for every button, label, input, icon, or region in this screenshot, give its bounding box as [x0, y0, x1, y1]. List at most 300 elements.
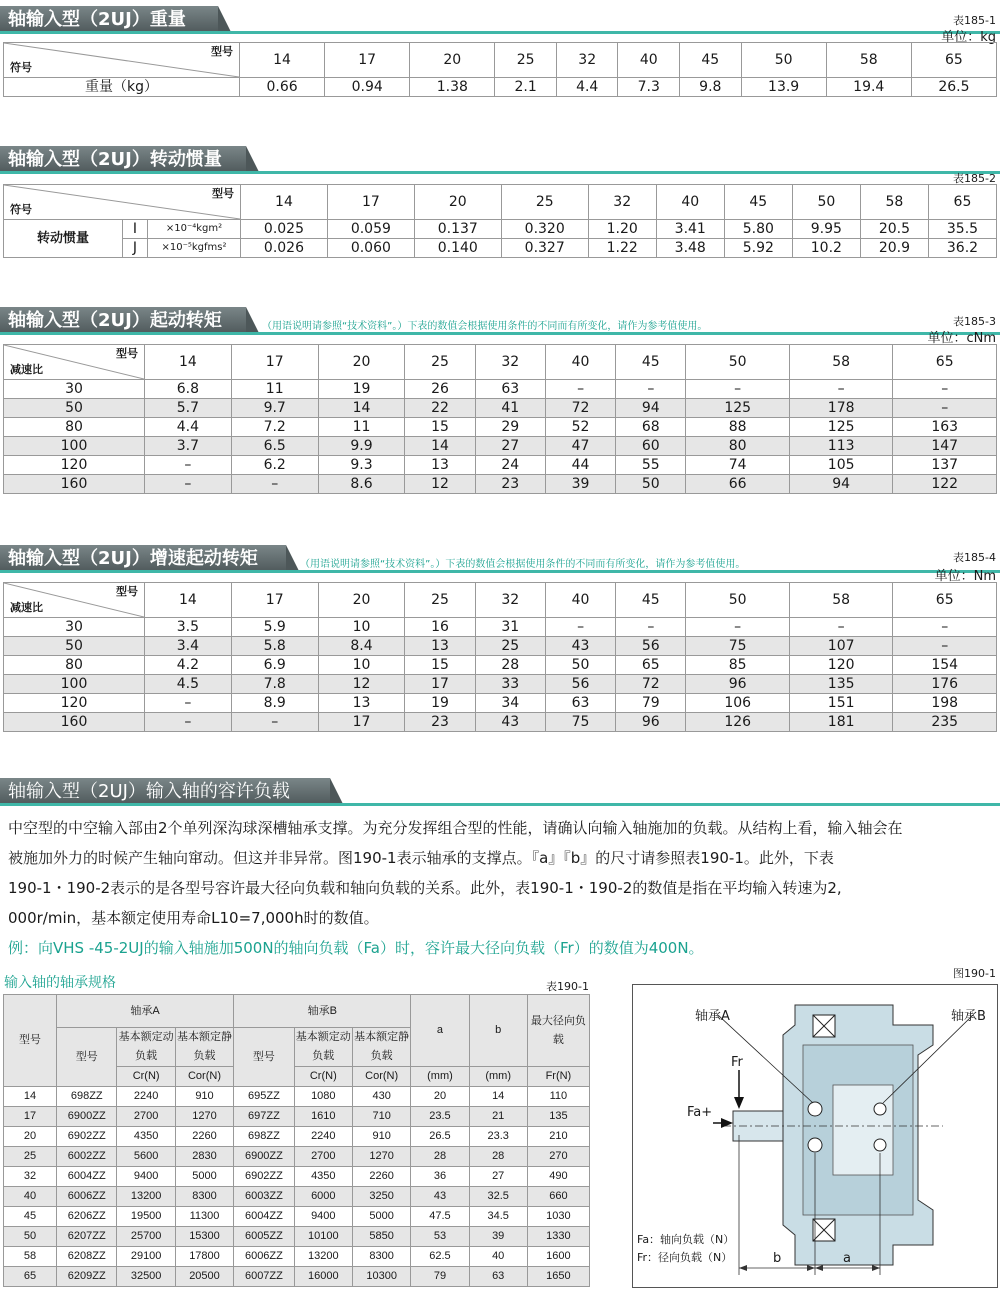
table-cell: 74 [686, 456, 789, 475]
unit-cor: Cor(N) [175, 1067, 233, 1087]
model-header: 32 [588, 185, 656, 220]
table-cell: 39 [469, 1227, 527, 1247]
table-cell: 105 [789, 456, 892, 475]
table-cell: 94 [616, 399, 686, 418]
table-row [4, 399, 997, 418]
unit-cr: Cr(N) [117, 1067, 175, 1087]
ratio-cell: 120 [4, 694, 145, 713]
table-row [4, 637, 997, 656]
header-row [4, 345, 997, 380]
table-cell: 5000 [175, 1167, 233, 1187]
model-header: 58 [789, 345, 892, 380]
table-row [4, 1267, 590, 1287]
table-cell: 23 [475, 475, 545, 494]
table-cell: 8.9 [231, 694, 318, 713]
table-cell: 6004ZZ [57, 1167, 117, 1187]
label-bearing-b: 轴承B [951, 1009, 986, 1024]
table-cell: 13 [405, 637, 475, 656]
weight-section [0, 6, 1000, 45]
table-cell: 0.059 [327, 220, 414, 239]
col-a-cor: 基本额定静负载 [175, 1028, 233, 1067]
table-cell: 12 [318, 675, 405, 694]
table-cell: 910 [352, 1127, 410, 1147]
model-header: 14 [240, 43, 325, 78]
model-header: 58 [826, 43, 911, 78]
model-header: 50 [686, 583, 789, 618]
legend-fr: Fr：径向负载（N） [637, 1251, 733, 1264]
table-cell: 68 [616, 418, 686, 437]
table-cell: 6000 [294, 1187, 352, 1207]
inertia-section [0, 146, 1000, 185]
table-cell: 26.5 [911, 78, 996, 97]
table-cell: – [231, 713, 318, 732]
table-cell: 36.2 [928, 239, 996, 258]
table-cell: 53 [411, 1227, 469, 1247]
table-cell: 1270 [175, 1107, 233, 1127]
table-row [4, 1087, 590, 1107]
table-cell: 14 [4, 1087, 57, 1107]
table-cell: 6900ZZ [57, 1107, 117, 1127]
model-header: 25 [501, 185, 588, 220]
table-row [4, 1187, 590, 1207]
table-cell: 660 [527, 1187, 589, 1207]
table-cell: 178 [789, 399, 892, 418]
table-cell: 5.7 [145, 399, 232, 418]
table-cell: 36 [411, 1167, 469, 1187]
model-header: 50 [792, 185, 860, 220]
overdrive-table [3, 582, 997, 732]
model-header: 40 [545, 583, 615, 618]
section-note: （用语说明请参照“技术资料”。）下表的数值会根据使用条件的不同而有所变化，请作为参考值使用。 [300, 559, 746, 570]
table-cell: 21 [469, 1107, 527, 1127]
model-header: 17 [231, 345, 318, 380]
ratio-cell: 50 [4, 399, 145, 418]
table-cell: 65 [4, 1267, 57, 1287]
table-cell: 698ZZ [57, 1087, 117, 1107]
table-cell: 6004ZZ [234, 1207, 294, 1227]
table-row [4, 694, 997, 713]
table-cell: 4350 [294, 1167, 352, 1187]
table-cell: 66 [686, 475, 789, 494]
table-cell: 2240 [117, 1087, 175, 1107]
table-cell: 1.22 [588, 239, 656, 258]
table-cell: 270 [527, 1147, 589, 1167]
table-cell: 29 [475, 418, 545, 437]
col-b: b [469, 995, 527, 1067]
table-cell: 135 [527, 1107, 589, 1127]
table-cell: 176 [893, 675, 997, 694]
table-cell: 106 [686, 694, 789, 713]
header-row [4, 185, 997, 220]
legend-fa: Fa：轴向负载（N） [637, 1233, 735, 1246]
header-corner [4, 43, 240, 78]
table-cell: 43 [475, 713, 545, 732]
table-cell: 1330 [527, 1227, 589, 1247]
symbol-cell: I [123, 220, 148, 239]
table-row [4, 1107, 590, 1127]
table-cell: 5850 [352, 1227, 410, 1247]
table-cell: 6207ZZ [57, 1227, 117, 1247]
table-cell: 20.9 [860, 239, 928, 258]
table-cell: 47.5 [411, 1207, 469, 1227]
table-cell: 8.4 [318, 637, 405, 656]
model-header: 40 [545, 345, 615, 380]
model-header: 17 [325, 43, 410, 78]
ratio-cell: 100 [4, 437, 145, 456]
description-line: 中空型的中空输入部由2个单列深沟球深槽轴承支撑。为充分发挥组合型的性能，请确认向输入轴施加的负载。从结构上看，输入轴会在 [8, 819, 903, 837]
table-cell: 32500 [117, 1267, 175, 1287]
table-cell: 63 [469, 1267, 527, 1287]
table-cell: 34 [475, 694, 545, 713]
start-torque-table [3, 344, 997, 494]
table-cell: 15 [405, 656, 475, 675]
table-cell: 65 [616, 656, 686, 675]
divider [0, 803, 1000, 806]
table-row [4, 239, 997, 258]
table-cell: 10100 [294, 1227, 352, 1247]
overdrive-section [0, 545, 1000, 584]
model-header: 32 [475, 345, 545, 380]
header-row [4, 43, 997, 78]
table-cell: 15 [405, 418, 475, 437]
table-cell: 0.026 [241, 239, 328, 258]
model-header: 20 [410, 43, 495, 78]
table-cell: 50 [616, 475, 686, 494]
table-cell: 6.2 [231, 456, 318, 475]
description-line: 190-1・190-2表示的是各型号容许最大径向负载和轴向负载的关系。此外，表190-1・190-2的数值是指在平均输入转速为2, [8, 879, 842, 897]
table-cell: 2260 [352, 1167, 410, 1187]
header-corner [4, 185, 241, 220]
table-cell: 3.4 [145, 637, 232, 656]
model-header: 25 [405, 583, 475, 618]
header-row-label: 符号 [10, 203, 32, 216]
table-cell: 56 [616, 637, 686, 656]
table-cell: 40 [469, 1247, 527, 1267]
table-row [4, 1167, 590, 1187]
col-b-cr: 基本额定动负载 [294, 1028, 352, 1067]
table-cell: 137 [893, 456, 997, 475]
table-row [4, 475, 997, 494]
table-cell: 55 [616, 456, 686, 475]
table-cell: – [789, 618, 892, 637]
table-cell: 126 [686, 713, 789, 732]
table-cell: – [145, 694, 232, 713]
table-cell: 6.5 [231, 437, 318, 456]
table-cell: 25 [4, 1147, 57, 1167]
table-cell: 13 [405, 456, 475, 475]
description-line: 被施加外力的时候产生轴向窜动。但这并非异常。图190-1表示轴承的支撑点。『a』『b』的尺寸请参照表190-1。此外，下表 [8, 849, 834, 867]
table-cell: 1.20 [588, 220, 656, 239]
model-header: 32 [475, 583, 545, 618]
model-header: 65 [928, 185, 996, 220]
table-cell: 9.95 [792, 220, 860, 239]
table-cell: 13.9 [741, 78, 826, 97]
section-title: 轴输入型（2UJ）转动惯量 [0, 146, 246, 174]
table-cell: 6902ZZ [234, 1167, 294, 1187]
table-cell: 0.060 [327, 239, 414, 258]
table-cell: 2260 [175, 1127, 233, 1147]
table-number: 表185-3 [953, 315, 996, 328]
table-cell: 14 [318, 399, 405, 418]
row-label: 重量（kg） [4, 78, 240, 97]
divider [0, 171, 1000, 174]
description-line: 000r/min，基本额定使用寿命L10=7,000h时的数值。 [8, 909, 379, 927]
table-cell: 43 [411, 1187, 469, 1207]
label-fa: Fa+ [687, 1105, 713, 1120]
table-cell: 16000 [294, 1267, 352, 1287]
col-bearing-b: 轴承B [234, 995, 411, 1028]
table-cell: – [145, 475, 232, 494]
table-cell: 113 [789, 437, 892, 456]
table-cell: 7.8 [231, 675, 318, 694]
table-cell: 4.5 [145, 675, 232, 694]
table-row [4, 380, 997, 399]
unit-cell: ×10⁻⁵kgfms² [148, 239, 241, 258]
table-cell: 14 [405, 437, 475, 456]
model-header: 25 [495, 43, 557, 78]
table-cell: – [789, 380, 892, 399]
row-label: 转动惯量 [4, 220, 123, 258]
header-diagonal [4, 43, 239, 77]
model-header: 50 [741, 43, 826, 78]
table-cell: 15300 [175, 1227, 233, 1247]
table-cell: – [686, 380, 789, 399]
ratio-cell: 100 [4, 675, 145, 694]
table-cell: 695ZZ [234, 1087, 294, 1107]
model-header: 65 [893, 583, 997, 618]
table-cell: 79 [616, 694, 686, 713]
table-cell: 17 [4, 1107, 57, 1127]
table-cell: 4.2 [145, 656, 232, 675]
table-cell: 47 [545, 437, 615, 456]
table-cell: 3.5 [145, 618, 232, 637]
table-cell: 31 [475, 618, 545, 637]
table-cell: 13200 [117, 1187, 175, 1207]
table-cell: 107 [789, 637, 892, 656]
table-cell: 122 [893, 475, 997, 494]
table-cell: – [145, 713, 232, 732]
table-cell: 5.92 [724, 239, 792, 258]
model-header: 20 [318, 583, 405, 618]
table-cell: 13200 [294, 1247, 352, 1267]
table-cell: 19.4 [826, 78, 911, 97]
col-a: a [411, 995, 469, 1067]
header-corner [4, 583, 145, 618]
header-model-label: 型号 [212, 187, 234, 200]
table-cell: 72 [545, 399, 615, 418]
table-cell: 7.3 [618, 78, 680, 97]
table-cell: 6902ZZ [57, 1127, 117, 1147]
col-model: 型号 [4, 995, 57, 1087]
table-row [4, 713, 997, 732]
table-cell: 110 [527, 1087, 589, 1107]
table-cell: 10300 [352, 1267, 410, 1287]
table-cell: 41 [475, 399, 545, 418]
table-cell: 28 [411, 1147, 469, 1167]
table-cell: 6003ZZ [234, 1187, 294, 1207]
table-row [4, 456, 997, 475]
table-row [4, 437, 997, 456]
header-row-label: 符号 [10, 61, 32, 74]
table-cell: 5.80 [724, 220, 792, 239]
table-row [4, 656, 997, 675]
model-header: 40 [618, 43, 680, 78]
table-cell: 25700 [117, 1227, 175, 1247]
model-header: 58 [860, 185, 928, 220]
table-row [4, 1147, 590, 1167]
table-cell: 125 [686, 399, 789, 418]
table-cell: 56 [545, 675, 615, 694]
unit-mm: (mm) [411, 1067, 469, 1087]
table-cell: 0.320 [501, 220, 588, 239]
table-cell: 44 [545, 456, 615, 475]
table-cell: 28 [469, 1147, 527, 1167]
model-header: 45 [616, 345, 686, 380]
header-diagonal [4, 185, 240, 219]
header-row-label: 减速比 [10, 601, 43, 614]
table-cell: 33 [475, 675, 545, 694]
table-cell: – [545, 618, 615, 637]
table-number: 表190-1 [546, 980, 589, 993]
table-cell: 1080 [294, 1087, 352, 1107]
table-cell: 4.4 [556, 78, 618, 97]
ratio-cell: 50 [4, 637, 145, 656]
divider [0, 570, 1000, 573]
table-cell: 17 [405, 675, 475, 694]
ratio-cell: 80 [4, 418, 145, 437]
header-model-label: 型号 [116, 347, 138, 360]
table-cell: – [145, 456, 232, 475]
label-fr: Fr [731, 1055, 743, 1070]
example-text: 例：向VHS -45-2UJ的输入轴施加500N的轴向负载（Fa）时，容许最大径向负载（Fr）的数值为400N。 [8, 939, 704, 957]
section-title: 轴输入型（2UJ）重量 [0, 6, 218, 34]
table-cell: 9400 [294, 1207, 352, 1227]
table-cell: 3.7 [145, 437, 232, 456]
table-cell: 34.5 [469, 1207, 527, 1227]
table-cell: 490 [527, 1167, 589, 1187]
table-cell: 2.1 [495, 78, 557, 97]
ratio-cell: 80 [4, 656, 145, 675]
table-row [4, 675, 997, 694]
divider [0, 332, 1000, 335]
table-cell: 9400 [117, 1167, 175, 1187]
table-cell: 0.66 [240, 78, 325, 97]
table-cell: 20500 [175, 1267, 233, 1287]
col-b-cor: 基本额定静负载 [352, 1028, 410, 1067]
table-cell: 6209ZZ [57, 1267, 117, 1287]
bearing-table [3, 994, 590, 1287]
table-cell: 697ZZ [234, 1107, 294, 1127]
table-cell: 6006ZZ [234, 1247, 294, 1267]
start-torque-section [0, 307, 1000, 346]
table-cell: 19 [318, 380, 405, 399]
unit-label: 单位：Nm [934, 569, 996, 584]
table-cell: 1.38 [410, 78, 495, 97]
table-cell: 7.2 [231, 418, 318, 437]
section-header [0, 6, 1000, 34]
table-cell: 20 [411, 1087, 469, 1107]
unit-cr: Cr(N) [294, 1067, 352, 1087]
table-cell: 62.5 [411, 1247, 469, 1267]
table-row [4, 1227, 590, 1247]
load-section [0, 778, 1000, 806]
table-cell: 58 [4, 1247, 57, 1267]
table-cell: 63 [545, 694, 615, 713]
header-row [4, 583, 997, 618]
table-cell: 27 [469, 1167, 527, 1187]
model-header: 14 [145, 583, 232, 618]
table-cell: 79 [411, 1267, 469, 1287]
table-cell: 26.5 [411, 1127, 469, 1147]
table-cell: 26 [405, 380, 475, 399]
table-cell: 710 [352, 1107, 410, 1127]
model-header: 14 [145, 345, 232, 380]
table-cell: 24 [475, 456, 545, 475]
table-cell: 28 [475, 656, 545, 675]
bearing-figure [632, 984, 998, 1288]
header-corner [4, 345, 145, 380]
model-header: 40 [656, 185, 724, 220]
table-cell: 60 [616, 437, 686, 456]
section-header [0, 307, 1000, 335]
table-cell: 4.4 [145, 418, 232, 437]
section-title: 轴输入型（2UJ）增速起动转矩 [0, 545, 286, 573]
table-cell: 0.025 [241, 220, 328, 239]
table-cell: 5000 [352, 1207, 410, 1227]
table-cell: 11 [231, 380, 318, 399]
unit-fr: Fr(N) [527, 1067, 589, 1087]
table-cell: 80 [686, 437, 789, 456]
table-row [4, 618, 997, 637]
table-cell: 1650 [527, 1267, 589, 1287]
section-note: （用语说明请参照“技术资料”。）下表的数值会根据使用条件的不同而有所变化，请作为参考值使用。 [262, 321, 708, 332]
model-header: 65 [893, 345, 997, 380]
symbol-cell: J [123, 239, 148, 258]
model-header: 20 [414, 185, 501, 220]
table-cell: 20.5 [860, 220, 928, 239]
table-cell: 94 [789, 475, 892, 494]
table-cell: 2700 [294, 1147, 352, 1167]
table-cell: 17800 [175, 1247, 233, 1267]
table-cell: – [893, 399, 997, 418]
table-cell: 2700 [117, 1107, 175, 1127]
table-cell: 43 [545, 637, 615, 656]
dim-a: a [843, 1251, 851, 1266]
table-cell: 181 [789, 713, 892, 732]
table-row [4, 1127, 590, 1147]
table-number: 表185-4 [953, 551, 996, 564]
section-title: 轴输入型（2UJ）输入轴的容许负载 [0, 778, 330, 806]
table-cell: 13 [318, 694, 405, 713]
table-number: 表185-2 [953, 172, 996, 185]
table-cell: 27 [475, 437, 545, 456]
table-cell: 32.5 [469, 1187, 527, 1207]
table-cell: – [231, 475, 318, 494]
table-cell: 96 [686, 675, 789, 694]
table-cell: 32 [4, 1167, 57, 1187]
table-cell: 23.5 [411, 1107, 469, 1127]
table-cell: 198 [893, 694, 997, 713]
ratio-cell: 120 [4, 456, 145, 475]
table-cell: 29100 [117, 1247, 175, 1267]
table-cell: 6206ZZ [57, 1207, 117, 1227]
table-cell: 1600 [527, 1247, 589, 1267]
model-header: 17 [231, 583, 318, 618]
table-cell: 154 [893, 656, 997, 675]
header-row-label: 减速比 [10, 363, 43, 376]
section-title: 轴输入型（2UJ）起动转矩 [0, 307, 246, 335]
model-header: 45 [616, 583, 686, 618]
